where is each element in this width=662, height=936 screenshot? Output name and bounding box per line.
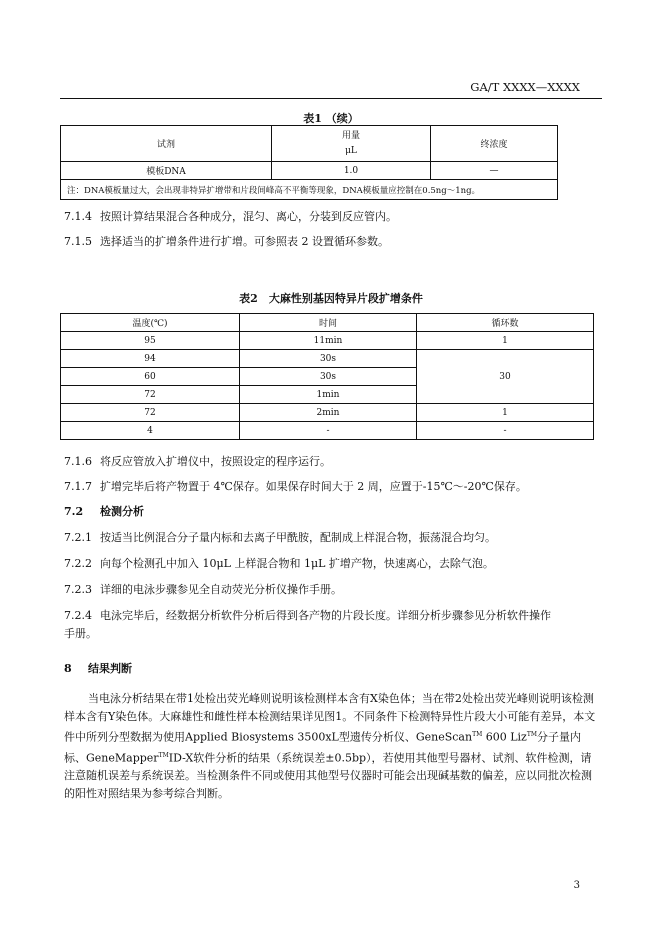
table2-cell: 1min <box>240 386 417 404</box>
table1-caption: 表1 （续） <box>303 112 359 125</box>
section-7-2-heading: 7.2 检测分析 <box>64 505 144 518</box>
table2-cell: - <box>417 422 594 440</box>
table2-header: 温度(℃) <box>61 314 240 332</box>
table2-header: 时间 <box>240 314 417 332</box>
table2-cell: 4 <box>61 422 240 440</box>
step-7-1-6: 7.1.6 将反应管放入扩增仪中，按照设定的程序运行。 <box>64 455 331 468</box>
table2-cell: 1 <box>417 404 594 422</box>
step-7-1-7: 7.1.7 扩增完毕后将产物置于 4℃保存。如果保存时间大于 2 周，应置于-15℃～-20℃保存。 <box>64 480 527 493</box>
table2-merged-cycles: 30 <box>417 350 594 404</box>
section-8-heading: 8 结果判断 <box>64 662 132 675</box>
step-7-2-3: 7.2.3 详细的电泳步骤参见全自动荧光分析仪操作手册。 <box>64 583 342 596</box>
table1-header-final: 终浓度 <box>431 126 558 162</box>
step-7-2-4: 7.2.4 电泳完毕后，经数据分析软件分析后得到各产物的片段长度。详细分析步骤参见分析软件操作 手册。 <box>64 609 551 640</box>
table1-cell: — <box>431 162 558 180</box>
table2-cell: - <box>240 422 417 440</box>
section-8-paragraph: 当电泳分析结果在带1处检出荧光峰则说明该检测样本含有X染色体；当在带2处检出荧光峰则说明该检测样本含有Y染色体。大麻雄性和雌性样本检测结果详见图1。不同条件下检测特异性片段大小可能有差异，本文件中所列分型数据为使用Applied Biosystems 3500xL型遗传分析仪、GeneScan™ 600 Liz™分子量内标、GeneMapper™ID-X软件分析的结果（系统误差±0.5bp），若使用其他型号器材、试剂、软件检测，请注意随机误差与系统误差。当检测条件不同或使用其他型号仪器时可能会出现碱基数的偏差，应以同批次检测的阳性对照结果为参考综合判断。 <box>64 692 596 801</box>
table1-cell: 模板DNA <box>61 162 272 180</box>
table2-caption: 表2 大麻性别基因特异片段扩增条件 <box>239 292 423 305</box>
table2-cell: 30s <box>240 368 417 386</box>
step-7-2-1: 7.2.1 按适当比例混合分子量内标和去离子甲酰胺，配制成上样混合物，振荡混合均匀。 <box>64 531 496 544</box>
table2-cell: 1 <box>417 332 594 350</box>
page-number: 3 <box>573 880 580 891</box>
table1-note: 注：DNA模板量过大，会出现非特异扩增带和片段间峰高不平衡等现象，DNA模板量应控制在0.5ng～1ng。 <box>61 180 558 200</box>
table2-cell: 30s <box>240 350 417 368</box>
step-7-2-2: 7.2.2 向每个检测孔中加入 10μL 上样混合物和 1μL 扩增产物，快速离心，去除气泡。 <box>64 557 494 570</box>
table1-header-reagent: 试剂 <box>61 126 272 162</box>
table2 <box>60 313 594 440</box>
table2-cell: 11min <box>240 332 417 350</box>
table2-cell: 95 <box>61 332 240 350</box>
table2-cell: 72 <box>61 386 240 404</box>
table1 <box>60 125 558 200</box>
table1-cell: 1.0 <box>272 162 431 180</box>
standard-number: GA/T XXXX—XXXX <box>470 80 580 94</box>
table2-cell: 94 <box>61 350 240 368</box>
table2-header: 循环数 <box>417 314 594 332</box>
table2-cell: 60 <box>61 368 240 386</box>
header-rule <box>60 98 602 99</box>
table2-cell: 72 <box>61 404 240 422</box>
table2-cell: 2min <box>240 404 417 422</box>
table1-header-amount: 用量 μL <box>272 126 431 162</box>
step-7-1-5: 7.1.5 选择适当的扩增条件进行扩增。可参照表 2 设置循环参数。 <box>64 235 389 248</box>
step-7-1-4: 7.1.4 按照计算结果混合各种成分，混匀、离心，分装到反应管内。 <box>64 210 397 223</box>
